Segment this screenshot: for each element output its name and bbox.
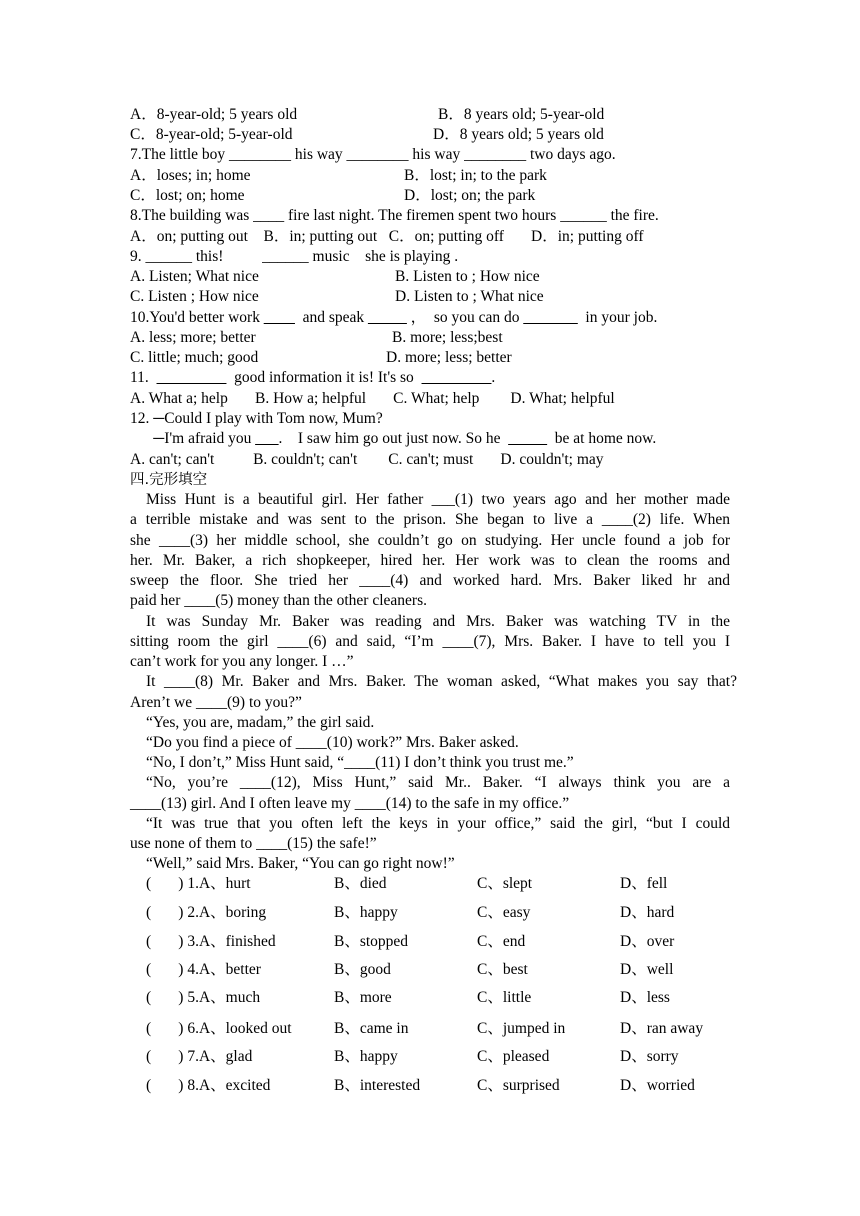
q10-option-b: B. more; less;best <box>392 329 503 346</box>
passage-line: sweep the floor. She tried her ____(4) and worked hard. Mrs. Baker liked hr and <box>130 572 730 589</box>
choice-number-a: ( ) 6.A、looked out <box>146 1020 292 1037</box>
passage-line: paid her ____(5) money than the other cleaners. <box>130 592 427 609</box>
choice-b: B、came in <box>334 1020 409 1037</box>
choice-b: B、good <box>334 961 391 978</box>
passage-line: a terrible mistake and was sent to the prison. She began to live a ____(2) life. When <box>130 511 730 528</box>
choice-c: C、little <box>477 989 532 1006</box>
choice-b: B、more <box>334 989 392 1006</box>
choice-c: C、easy <box>477 904 531 921</box>
choice-c: C、best <box>477 961 528 978</box>
q11-stem-part: good information it is! It's so <box>226 369 422 386</box>
section-title: 四.完形填空 <box>130 472 208 488</box>
choice-number-a: ( ) 4.A、better <box>146 961 261 978</box>
q11-stem-part: 11. <box>130 369 157 386</box>
q10-stem-part: ， so you can do <box>406 309 524 326</box>
q12-options: A. can't; can't B. couldn't; can't C. can't; must D. couldn't; may <box>130 451 604 468</box>
choice-c: C、surprised <box>477 1077 560 1094</box>
choice-number-a: ( ) 3.A、finished <box>146 933 276 950</box>
q11-blank-1: _________ <box>156 369 227 386</box>
q11-stem <box>130 368 495 388</box>
q12-line-2 <box>130 429 656 449</box>
q9-stem: 9. ______ this! ______ music she is playing . <box>130 248 459 265</box>
choice-d: D、well <box>620 961 674 978</box>
choice-b: B、stopped <box>334 933 409 950</box>
q9-option-c: C. Listen ; How nice <box>130 288 259 305</box>
q10-blank-1: ____ <box>263 309 295 326</box>
q9-option-b: B. Listen to ; How nice <box>395 268 540 285</box>
q10-option-c: C. little; much; good <box>130 349 259 366</box>
q8-stem: 8.The building was ____ fire last night. The firemen spent two hours ______ the fire. <box>130 207 659 224</box>
q7-option-d: D．lost; on; the park <box>404 187 536 204</box>
choice-c: C、pleased <box>477 1048 550 1065</box>
q7-option-a: A．loses; in; home <box>130 167 251 184</box>
choice-c: C、end <box>477 933 526 950</box>
choice-number-a: ( ) 1.A、hurt <box>146 875 251 892</box>
passage-line: Aren’t we ____(9) to you?” <box>130 694 302 711</box>
choice-number-a: ( ) 8.A、excited <box>146 1077 271 1094</box>
choice-number-a: ( ) 5.A、much <box>146 989 261 1006</box>
q6-option-b: B．8 years old; 5-year-old <box>438 106 605 123</box>
passage-line: her. Mr. Baker, a rich shopkeeper, hired her. Her work was to clean the rooms and <box>130 552 730 569</box>
passage-line: “Do you find a piece of ____(10) work?” Mrs. Baker asked. <box>146 734 519 751</box>
passage-line: It was Sunday Mr. Baker was reading and Mrs. Baker was watching TV in the <box>146 613 730 630</box>
q12-stem-part: . I saw him go out just now. So he <box>278 430 509 447</box>
choice-d: D、worried <box>620 1077 695 1094</box>
passage-line: “It was true that you often left the keys in your office,” said the girl, “but I could <box>146 815 730 832</box>
choice-b: B、happy <box>334 904 398 921</box>
q6-option-d: D．8 years old; 5 years old <box>433 126 604 143</box>
q7-option-b: B．lost; in; to the park <box>404 167 547 184</box>
q8-options: A．on; putting out B．in; putting out C．on; putting off D．in; putting off <box>130 228 644 245</box>
passage-line: “Well,” said Mrs. Baker, “You can go right now!” <box>146 855 455 872</box>
q12-blank-2: _____ <box>508 430 548 447</box>
q10-stem <box>130 308 657 328</box>
choice-d: D、sorry <box>620 1048 679 1065</box>
choice-d: D、ran away <box>620 1020 704 1037</box>
passage-line: can’t work for you any longer. I …” <box>130 653 354 670</box>
choice-d: D、fell <box>620 875 668 892</box>
choice-d: D、hard <box>620 904 675 921</box>
q10-option-a: A. less; more; better <box>130 329 256 346</box>
q9-option-a: A. Listen; What nice <box>130 268 259 285</box>
choice-number-a: ( ) 2.A、boring <box>146 904 267 921</box>
q10-stem-part: in your job. <box>577 309 658 326</box>
passage-line: It ____(8) Mr. Baker and Mrs. Baker. The woman asked, “What makes you say that? <box>146 673 737 690</box>
passage-line: “No, you’re ____(12), Miss Hunt,” said Mr.. Baker. “I always think you are a <box>146 774 730 791</box>
passage-line: sitting room the girl ____(6) and said, “I’m ____(7), Mrs. Baker. I have to tell you I <box>130 633 730 650</box>
choice-d: D、less <box>620 989 670 1006</box>
choice-b: B、died <box>334 875 387 892</box>
choice-c: C、slept <box>477 875 533 892</box>
q12-stem-part: be at home now. <box>547 430 657 447</box>
passage-line: ____(13) girl. And I often leave my ____(14) to the safe in my office.” <box>130 795 570 812</box>
q12-stem-part: ─I'm afraid you <box>130 430 256 447</box>
choice-d: D、over <box>620 933 675 950</box>
q11-options: A. What a; help B. How a; helpful C. What; help D. What; helpful <box>130 390 615 407</box>
q10-stem-part: 10.You'd better work <box>130 309 264 326</box>
q12-blank-1: ___ <box>255 430 279 447</box>
q10-blank-3: _______ <box>523 309 578 326</box>
q9-option-d: D. Listen to ; What nice <box>395 288 544 305</box>
q10-blank-2: _____ <box>368 309 407 326</box>
q7-stem: 7.The little boy ________ his way ________ his way ________ two days ago. <box>130 146 616 163</box>
q6-option-a: A．8-year-old; 5 years old <box>130 106 298 123</box>
passage-line: use none of them to ____(15) the safe!” <box>130 835 377 852</box>
q6-option-c: C．8-year-old; 5-year-old <box>130 126 293 143</box>
passage-line: “Yes, you are, madam,” the girl said. <box>146 714 375 731</box>
passage-line: she ____(3) her middle school, she couldn’t go on studying. Her uncle found a job for <box>130 532 730 549</box>
passage-line: “No, I don’t,” Miss Hunt said, “____(11) I don’t think you trust me.” <box>146 754 574 771</box>
choice-number-a: ( ) 7.A、glad <box>146 1048 253 1065</box>
passage-line: Miss Hunt is a beautiful girl. Her father ___(1) two years ago and her mother made <box>146 491 730 508</box>
q11-blank-2: _________ <box>421 369 492 386</box>
choice-b: B、happy <box>334 1048 398 1065</box>
q10-stem-part: and speak <box>294 309 368 326</box>
choice-c: C、jumped in <box>477 1020 566 1037</box>
q7-option-c: C．lost; on; home <box>130 187 245 204</box>
choice-b: B、interested <box>334 1077 421 1094</box>
q10-option-d: D. more; less; better <box>386 349 512 366</box>
q12-stem: 12. ─Could I play with Tom now, Mum? <box>130 410 383 427</box>
q11-stem-part: . <box>491 369 496 386</box>
